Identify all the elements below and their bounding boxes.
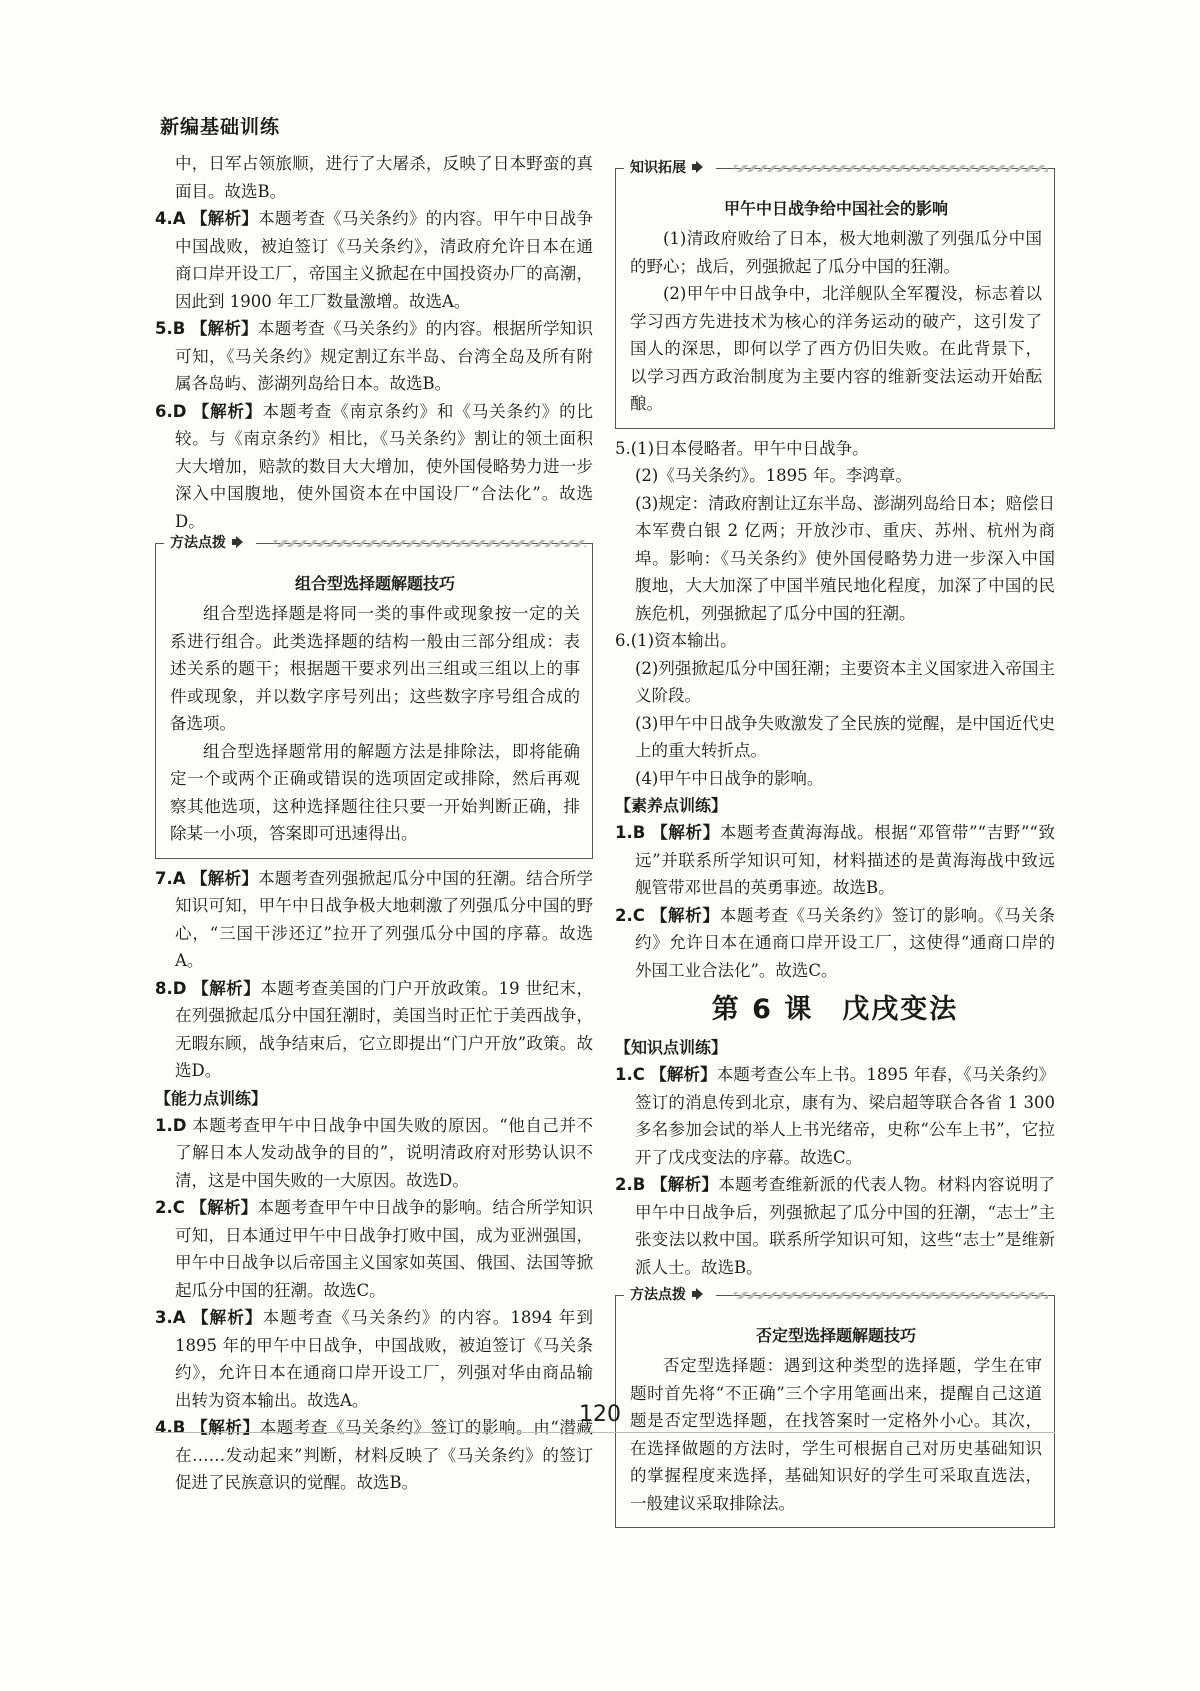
answer-item: 7.A 【解析】本题考查列强掀起瓜分中国的狂潮。结合所学知识可知，甲午中日战争极大地刺激了列强瓜分中国的野心，“三国干涉还辽”拉开了列强瓜分中国的序幕。故选A。: [155, 868, 594, 970]
box-title: 组合型选择题解题技巧: [294, 574, 455, 593]
answer-line: (3)甲午中日战争失败激发了全民族的觉醒，是中国近代史上的重大转折点。: [635, 713, 1055, 760]
box-paragraph: 组合型选择题是将同一类的事件或现象按一定的关系进行组合。此类选择题的结构一般由三部分组成：表述关系的题干；根据题干要求列出三组或三组以上的事件或现象，并以数字序号列出；这些数字序号组合成的备选项。: [170, 604, 580, 733]
knowledge-expand-box: [615, 160, 1055, 429]
method-tip-tag: 方法点拨: [164, 532, 256, 552]
method-tip-box: [155, 535, 593, 859]
method-tip-tag: 方法点拨: [624, 1284, 716, 1304]
box-paragraph: 否定型选择题：遇到这种类型的选择题，学生在审题时首先将“不正确”三个字用笔画出来，提醒自己这道题是否定型选择题，在找答案时一定格外小心。其次，在选择做题的方法时，学生可根据自己对历史基础知识的掌握程度来选择，基础知识好的学生可采取直选法，一般建议采取排除法。: [630, 1356, 1042, 1513]
answer-item: 2.C 【解析】本题考查甲午中日战争的影响。结合所学知识可知，日本通过甲午中日战争打败中国，成为亚洲强国，甲午中日战争以后帝国主义国家如英国、俄国、法国等掀起瓜分中国的狂潮。故选C。: [155, 1198, 594, 1300]
answer-item: 1.B 【解析】本题考查黄海海战。根据“邓管带”“吉野”“致远”并联系所学知识可知，材料描述的是黄海海战中致远舰管带邓世昌的英勇事迹。故选B。: [615, 823, 1055, 897]
speaker-icon: [692, 160, 710, 174]
answer-line: (2)《马关条约》。1895 年。李鸿章。: [635, 466, 912, 485]
answer-item: 5.B 【解析】本题考查《马关条约》的内容。根据所学知识可知，《马关条约》规定割辽东半岛、台湾全岛及所有附属各岛屿、澎湖列岛给日本。故选B。: [155, 319, 594, 393]
knowledge-expand-tag: 知识拓展: [624, 157, 716, 177]
answer-item: 4.A 【解析】本题考查《马关条约》的内容。甲午中日战争中国战败，被迫签订《马关条约》，清政府允许日本在通商口岸开设工厂，帝国主义掀起在中国投资办厂的高潮，因此到 1900 年工厂数量激增。故选A。: [155, 209, 594, 311]
answer-line: (3)规定：清政府割让辽东半岛、澎湖列岛给日本；赔偿日本军费白银 2 亿两；开放沙市、重庆、苏州、杭州为商埠。影响：《马关条约》使外国侵略势力进一步深入中国腹地，大大加深了中国半殖民地化程度，加深了中国的民族危机，列强掀起了瓜分中国的狂潮。: [635, 493, 1055, 623]
answer-line: 6.(1)资本输出。: [615, 631, 737, 650]
section-heading: 【能力点训练】: [155, 1088, 268, 1108]
book-title: 新编基础训练: [160, 116, 281, 138]
answer-line: (4)甲午中日战争的影响。: [635, 768, 824, 788]
box-paragraph: 组合型选择题常用的解题方法是排除法，即将能确定一个或两个正确或错误的选项固定或排除，然后再观察其他选项，这种选择题往往只要一开始判断正确，排除某一小项，答案即可迅速得出。: [170, 741, 580, 843]
continued-text: 中，日军占领旅顺，进行了大屠杀，反映了日本野蛮的真面目。故选B。: [175, 154, 593, 201]
left-column: [155, 150, 593, 1497]
speaker-icon: [232, 535, 250, 549]
right-column: [615, 150, 1055, 1534]
box-paragraph: (1)清政府败给了日本，极大地刺激了列强瓜分中国的野心；战后，列强掀起了瓜分中国的狂潮。: [630, 229, 1042, 276]
section-heading: 【知识点训练】: [615, 1038, 728, 1057]
page-number: 120: [579, 1402, 621, 1427]
answer-line: 5.(1)日本侵略者。甲午中日战争。: [615, 438, 869, 458]
answer-item: 2.C 【解析】本题考查《马关条约》签订的影响。《马关条约》允许日本在通商口岸开设工厂，这使得“通商口岸的外国工业合法化”。故选C。: [615, 905, 1056, 980]
lesson-title: 第 6 课 戊戌变法: [711, 994, 959, 1025]
answer-item: 6.D 【解析】本题考查《南京条约》和《马关条约》的比较。与《南京条约》相比，《马关条约》割让的领土面积大大增加，赔款的数目大大增加，使外国侵略势力进一步深入中国腹地，使外国资本在中国设厂“合法化”。故选D。: [155, 401, 594, 531]
box-title: 甲午中日战争给中国社会的影响: [723, 199, 948, 218]
footer-rule: [155, 1432, 1055, 1433]
answer-item: 1.C 【解析】本题考查公车上书。1895 年春，《马关条约》签订的消息传到北京，康有为、梁启超等联合各省 1 300 多名参加会试的举人上书光绪帝，史称“公车上书”，它拉开了戊戌变法的序幕。故选C。: [615, 1065, 1055, 1167]
box-title: 否定型选择题解题技巧: [755, 1326, 916, 1345]
answer-line: (2)列强掀起瓜分中国狂潮；主要资本主义国家进入帝国主义阶段。: [635, 658, 1055, 705]
answer-item: 1.D 本题考查甲午中日战争中国失败的原因。“他自己并不了解日本人发动战争的目的”，说明清政府对形势认识不清，这是中国失败的一大原因。故选D。: [155, 1115, 594, 1190]
box-paragraph: (2)甲午中日战争中，北洋舰队全军覆没，标志着以学习西方先进技术为核心的洋务运动的破产，这引发了国人的深思，即何以学了西方仍旧失败。在此背景下，以学习西方政治制度为主要内容的维新变法运动开始酝酿。: [630, 284, 1042, 413]
answer-item: 4.B 【解析】本题考查《马关条约》签订的影响。由“潜藏在……发动起来”判断，材料反映了《马关条约》的签订促进了民族意识的觉醒。故选B。: [155, 1418, 594, 1492]
answer-item: 2.B 【解析】本题考查维新派的代表人物。材料内容说明了甲午中日战争后，列强掀起了瓜分中国的狂潮，“志士”主张变法以救中国。联系所学知识可知，这些“志士”是维新派人士。故选B。: [615, 1175, 1056, 1277]
section-heading: 【素养点训练】: [615, 796, 728, 815]
answer-item: 8.D 【解析】本题考查美国的门户开放政策。19 世纪末，在列强掀起瓜分中国狂潮时，美国当时正忙于美西战争，无暇东顾，战争结束后，它立即提出“门户开放”政策。故选D。: [155, 978, 594, 1080]
answer-item: 3.A 【解析】本题考查《马关条约》的内容。1894 年到 1895 年的甲午中日战争，中国战败，被迫签订《马关条约》，允许日本在通商口岸开设工厂，列强对华由商品输出转为资本输出。故选A。: [155, 1308, 593, 1410]
speaker-icon: [692, 1287, 710, 1301]
